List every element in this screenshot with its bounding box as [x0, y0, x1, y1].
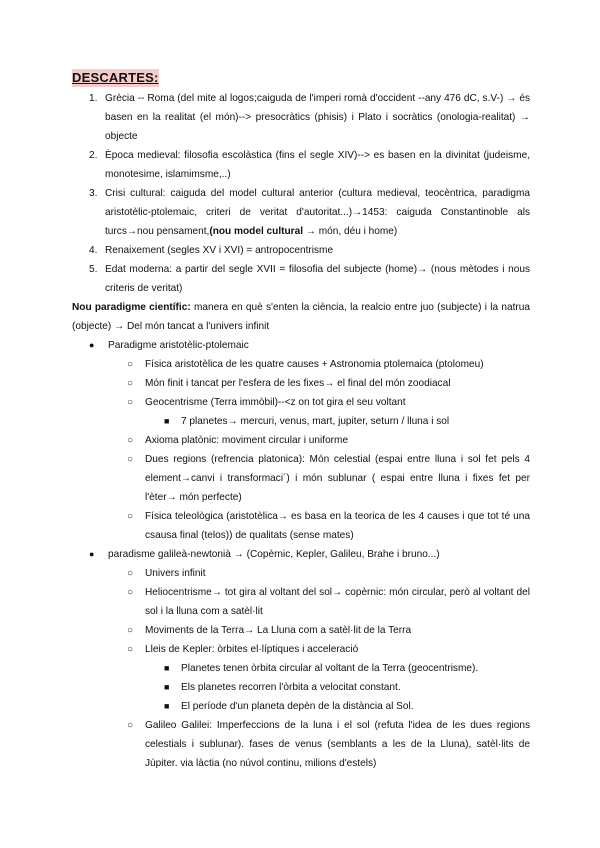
list-number: 5. [89, 264, 98, 275]
circle-bullet-icon: ○ [127, 359, 134, 370]
list-item: ○ Univers infinit [72, 564, 530, 583]
list-item [72, 89, 530, 146]
section-heading-aristotelic: ● Paradigme aristotèlic-ptolemaic [72, 336, 530, 355]
circle-bullet-icon: ○ [127, 644, 134, 655]
list-number: 4. [89, 245, 98, 256]
list-item-text: Època medieval: filosofia escolàstica (fins el segle XIV)--> es basen en la divinitat (judeisme, monotesime, islamimsme,..) [105, 150, 530, 180]
list-item-text: → món, déu i home) [303, 226, 398, 237]
section-heading-galilean: ● paradisme galileà-newtonià → (Copèrnic, Kepler, Galileu, Brahe i bruno...) [72, 545, 530, 564]
list-item [72, 241, 530, 260]
bullet-icon: ● [89, 549, 95, 559]
list-item: ○ Moviments de la Terra→ La Lluna com a satèl·lit de la Terra [72, 621, 530, 640]
bold-phrase: (nou model cultural [209, 226, 304, 237]
list-item: ■ Planetes tenen òrbita circular al voltant de la Terra (geocentrisme). [72, 659, 530, 678]
list-item-text: Renaixement (segles XV i XVI) = antropocentrisme [105, 245, 334, 256]
paradigm-label: Nou paradigme científic: [72, 302, 191, 313]
circle-bullet-icon: ○ [127, 720, 134, 731]
list-item: ○ Dues regions (refrencia platonica): Món celestial (espai entre lluna i sol fet pels 4 element→canvi i transformaci´) i món sublunar ( espai entre lluna i fixes fet per l'èter→ món perfecte) [72, 450, 530, 507]
list-item-text: Grècia -- Roma (del mite al logos;caiguda de l'imperi romà d'occident --any 476 dC, s.V-) → és basen en la realitat (el món)--> presocràtics (phisis) i Plato i socràtics (onologia-realitat) → objecte [105, 93, 530, 142]
list-item-text: Crisi cultural: caiguda del model cultural anterior (cultura medieval, teocèntrica, paradigma aristotèlic-ptolemaic, criteri de veritat d'autoritat...)→1453: caiguda Constantinoble als turcs→nou pensament, [105, 188, 530, 237]
list-item-text: Edat moderna: a partir del segle XVII = filosofia del subjecte (home)→ (nous mètodes i nous criteris de veritat) [105, 264, 530, 294]
list-item: ○ Axioma platònic: moviment circular i uniforme [72, 431, 530, 450]
circle-bullet-icon: ○ [127, 435, 134, 446]
list-item: ○ Física aristotèlica de les quatre causes + Astronomia ptolemaica (ptolomeu) [72, 355, 530, 374]
circle-bullet-icon: ○ [127, 454, 134, 465]
circle-bullet-icon: ○ [127, 587, 134, 598]
list-number: 2. [89, 150, 98, 161]
square-bullet-icon: ■ [164, 701, 170, 711]
list-item: ■ El període d'un planeta depèn de la distància al Sol. [72, 697, 530, 716]
circle-bullet-icon: ○ [127, 511, 134, 522]
paradigm-text: manera en què s'enten la ciència, la realcio entre juo (subjecte) i la natrua (objecte) → Del món tancat a l'univers infinit [72, 302, 530, 332]
square-bullet-icon: ■ [164, 416, 170, 426]
list-item: ■ 7 planetes→ mercuri, venus, mart, jupiter, seturn / lluna i sol [72, 412, 530, 431]
list-number: 3. [89, 188, 98, 199]
list-item: ○ Geocentrisme (Terra immòbil)--<z on tot gira el seu voltant [72, 393, 530, 412]
circle-bullet-icon: ○ [127, 625, 134, 636]
list-item: ○ Lleis de Kepler: òrbites el·líptiques i acceleració [72, 640, 530, 659]
circle-bullet-icon: ○ [127, 378, 134, 389]
square-bullet-icon: ■ [164, 663, 170, 673]
list-item [72, 184, 530, 241]
bullet-icon: ● [89, 340, 95, 350]
circle-bullet-icon: ○ [127, 397, 134, 408]
list-number: 1. [89, 93, 98, 104]
list-item: ■ Els planetes recorren l'òrbita a velocitat constant. [72, 678, 530, 697]
list-item: ○ Galileo Galilei: Imperfeccions de la luna i el sol (refuta l'idea de les dues regions celestials i sublunar). fases de venus (semblants a les de la Lluna), satèl·lits de Júpiter. via làctia (no núvol continu, milions d'estels) [72, 716, 530, 773]
paradigm-paragraph [72, 298, 530, 336]
circle-bullet-icon: ○ [127, 568, 134, 579]
square-bullet-icon: ■ [164, 682, 170, 692]
list-item: ○ Heliocentrisme→ tot gira al voltant del sol→ copèrnic: món circular, però al voltant del sol i la lluna com a satèl·lit [72, 583, 530, 621]
document-body [72, 69, 530, 773]
list-item [72, 260, 530, 298]
list-item: ○ Física teleològica (aristotèlica→ es basa en la teorica de les 4 causes i que tot té una csausa final (telos)) de qualitats (sense mates) [72, 507, 530, 545]
list-item [72, 146, 530, 184]
list-item: ○ Món finit i tancat per l'esfera de les fixes→ el final del món zoodiacal [72, 374, 530, 393]
page-title: DESCARTES: [72, 70, 159, 85]
